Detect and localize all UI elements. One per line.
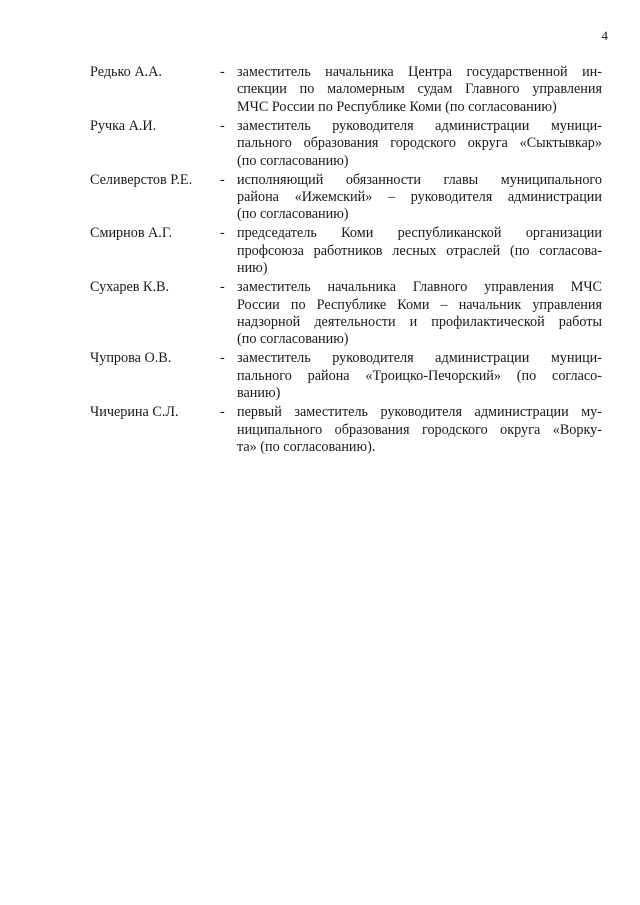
member-position [237,225,602,277]
member-name: Чичерина С.Л. [90,404,179,421]
member-entry [90,279,602,349]
position-line: России по Республике Коми – начальник управления [237,296,602,313]
page-number: 4 [601,28,608,43]
entry-dash: - [220,350,225,367]
member-entry [90,225,602,277]
member-entry [90,64,602,116]
position-line: заместитель руководителя администрации муници- [237,117,602,134]
position-line: (по согласованию) [237,206,349,223]
member-position [237,172,602,224]
position-line: заместитель начальника Центра государственной ин- [237,64,602,80]
position-line: МЧС России по Республике Коми (по согласованию) [237,98,557,115]
member-position [237,279,602,349]
position-line: заместитель руководителя администрации муници- [237,350,602,367]
position-line: района «Ижемский» – руководителя администрации [237,189,602,206]
member-name: Селиверстов Р.Е. [90,171,193,188]
position-line: спекции по маломерным судам Главного управления [237,81,602,98]
member-entry [90,172,602,224]
entry-dash: - [220,117,225,134]
entry-dash: - [220,171,225,188]
position-line: пального образования городского округа «Сыктывкар» [237,135,602,152]
member-position [237,350,602,402]
member-entry [90,404,602,456]
position-line: пального района «Троицко-Печорский» (по согласо- [237,367,602,384]
position-line: нию) [237,260,268,277]
entry-dash: - [220,225,225,242]
position-line: та» (по согласованию). [237,439,376,456]
position-line: ванию) [237,385,281,402]
position-line: председатель Коми республиканской организации [237,225,602,242]
position-line: надзорной деятельности и профилактической работы [237,314,602,331]
entry-dash: - [220,64,225,80]
position-line: (по согласованию) [237,331,349,348]
member-entry [90,118,602,170]
member-name: Редько А.А. [90,64,162,80]
member-name: Сухарев К.В. [90,279,170,296]
member-name: Чупрова О.В. [90,350,172,367]
position-line: первый заместитель руководителя администрации му- [237,404,602,421]
member-name: Ручка А.И. [90,117,157,134]
position-line: ниципального образования городского округа «Ворку- [237,421,602,438]
member-position [237,118,602,170]
member-position [237,404,602,456]
position-line: профсоюза работников лесных отраслей (по согласова- [237,242,602,259]
member-position [237,64,602,116]
member-name: Смирнов А.Г. [90,225,172,242]
entry-dash: - [220,279,225,296]
position-line: исполняющий обязанности главы муниципального [237,171,602,188]
entry-dash: - [220,404,225,421]
position-line: заместитель начальника Главного управления МЧС [237,279,602,296]
member-roster [90,64,602,458]
member-entry [90,350,602,402]
position-line: (по согласованию) [237,152,349,169]
